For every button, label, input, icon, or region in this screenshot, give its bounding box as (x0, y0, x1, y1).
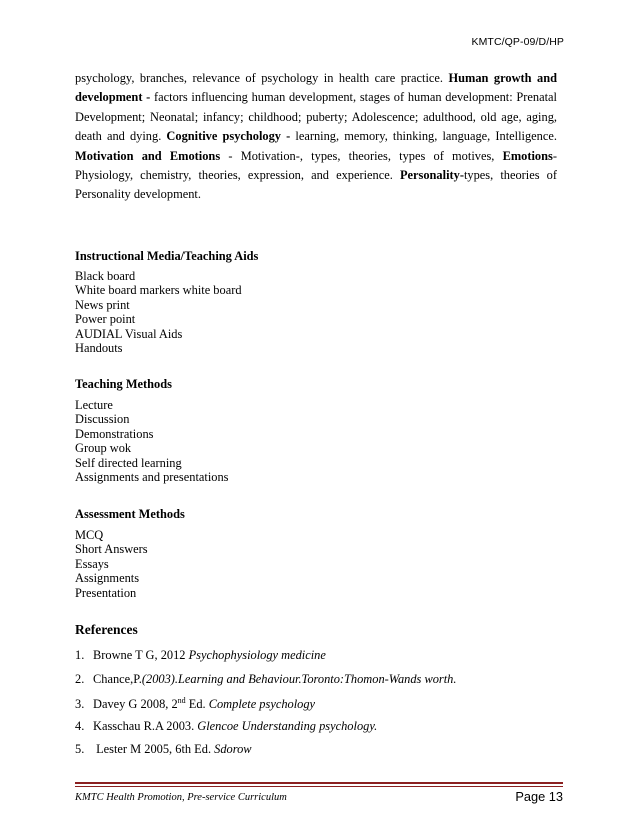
list-item: AUDIAL Visual Aids (75, 326, 183, 341)
course-content-paragraph (75, 69, 557, 205)
assessment-section-title: Assessment Methods (75, 507, 185, 521)
methods-section-title: Teaching Methods (75, 377, 172, 391)
intro-text: - Physiology, chemistry, theories, expression, and experience. (75, 148, 557, 183)
list-item: Group wok (75, 441, 132, 456)
assessment-list (75, 528, 148, 600)
topic-motivation-emotions: Motivation and Emotions (75, 148, 221, 163)
reference-superscript: nd (177, 696, 186, 705)
intro-text: stages of human development: Prenatal Development; Neonatal; infancy; childhood; puberty; Adolescence; adulthood, old age, aging, death and dying. (75, 90, 557, 144)
intro-text: psychology, branches, relevance of psychology in health care practice. (75, 71, 444, 85)
list-item: Power point (75, 312, 136, 327)
reference-item (75, 719, 377, 734)
reference-number: 2. (75, 672, 85, 686)
list-item: Essays (75, 556, 109, 571)
methods-list (75, 398, 229, 484)
intro-text: - Motivation-, types, theories, types of motives, (228, 148, 495, 163)
reference-text: Ed. (185, 697, 209, 712)
reference-item (75, 672, 456, 687)
footer-document-title: KMTC Health Promotion, Pre-service Curriculum (75, 792, 287, 803)
reference-title: Psychophysiology medicine (188, 648, 326, 662)
reference-text: Chance,P. (93, 672, 142, 686)
reference-number: 1. (75, 648, 85, 662)
list-item: Discussion (75, 412, 130, 427)
reference-number: 4. (75, 719, 85, 733)
reference-item (75, 742, 252, 757)
reference-number: 5. (75, 742, 85, 756)
reference-text: Browne T G, 2012 (93, 648, 189, 662)
list-item: Assignments (75, 571, 140, 586)
reference-number: 3. (75, 697, 85, 712)
list-item: White board markers white board (75, 283, 242, 298)
footer-rule (75, 782, 563, 784)
list-item: Demonstrations (75, 426, 154, 441)
reference-title: (2003).Learning and Behaviour.Toronto:Thomon-Wands worth. (141, 672, 457, 686)
topic-personality: Personality- (399, 168, 464, 183)
list-item: Handouts (75, 341, 123, 356)
topic-human-growth: Human growth and development - (75, 71, 557, 105)
intro-text: learning, memory, thinking, language, Intelligence. (295, 129, 557, 144)
reference-item (75, 648, 326, 663)
intro-text: types, theories of Personality development. (75, 168, 557, 202)
footer-rule-thin (75, 786, 563, 787)
list-item: Self directed learning (75, 455, 182, 470)
media-list (75, 269, 242, 355)
list-item: Assignments and presentations (75, 470, 229, 485)
reference-title: Sdorow (214, 742, 252, 756)
list-item: Lecture (75, 398, 113, 412)
intro-text: factors influencing human development, (154, 90, 357, 105)
references-title: References (75, 622, 138, 637)
reference-text: Lester M 2005, 6th Ed. (93, 742, 215, 756)
reference-title: Glencoe Understanding psychology. (197, 719, 378, 733)
list-item: News print (75, 297, 130, 312)
reference-item (75, 696, 315, 712)
reference-text: Davey G 2008, 2 (93, 697, 178, 712)
topic-cognitive-psychology: Cognitive psychology - (166, 129, 291, 144)
list-item: MCQ (75, 528, 104, 542)
topic-emotions: Emotions (502, 148, 553, 163)
reference-text: Kasschau R.A 2003. (93, 719, 198, 733)
reference-title: Complete psychology (208, 697, 316, 712)
document-code: KMTC/QP-09/D/HP (471, 36, 564, 48)
page-number: Page 13 (515, 789, 563, 804)
list-item: Black board (75, 269, 136, 283)
list-item: Short Answers (75, 542, 148, 557)
media-section-title: Instructional Media/Teaching Aids (75, 249, 259, 263)
list-item: Presentation (75, 585, 137, 600)
